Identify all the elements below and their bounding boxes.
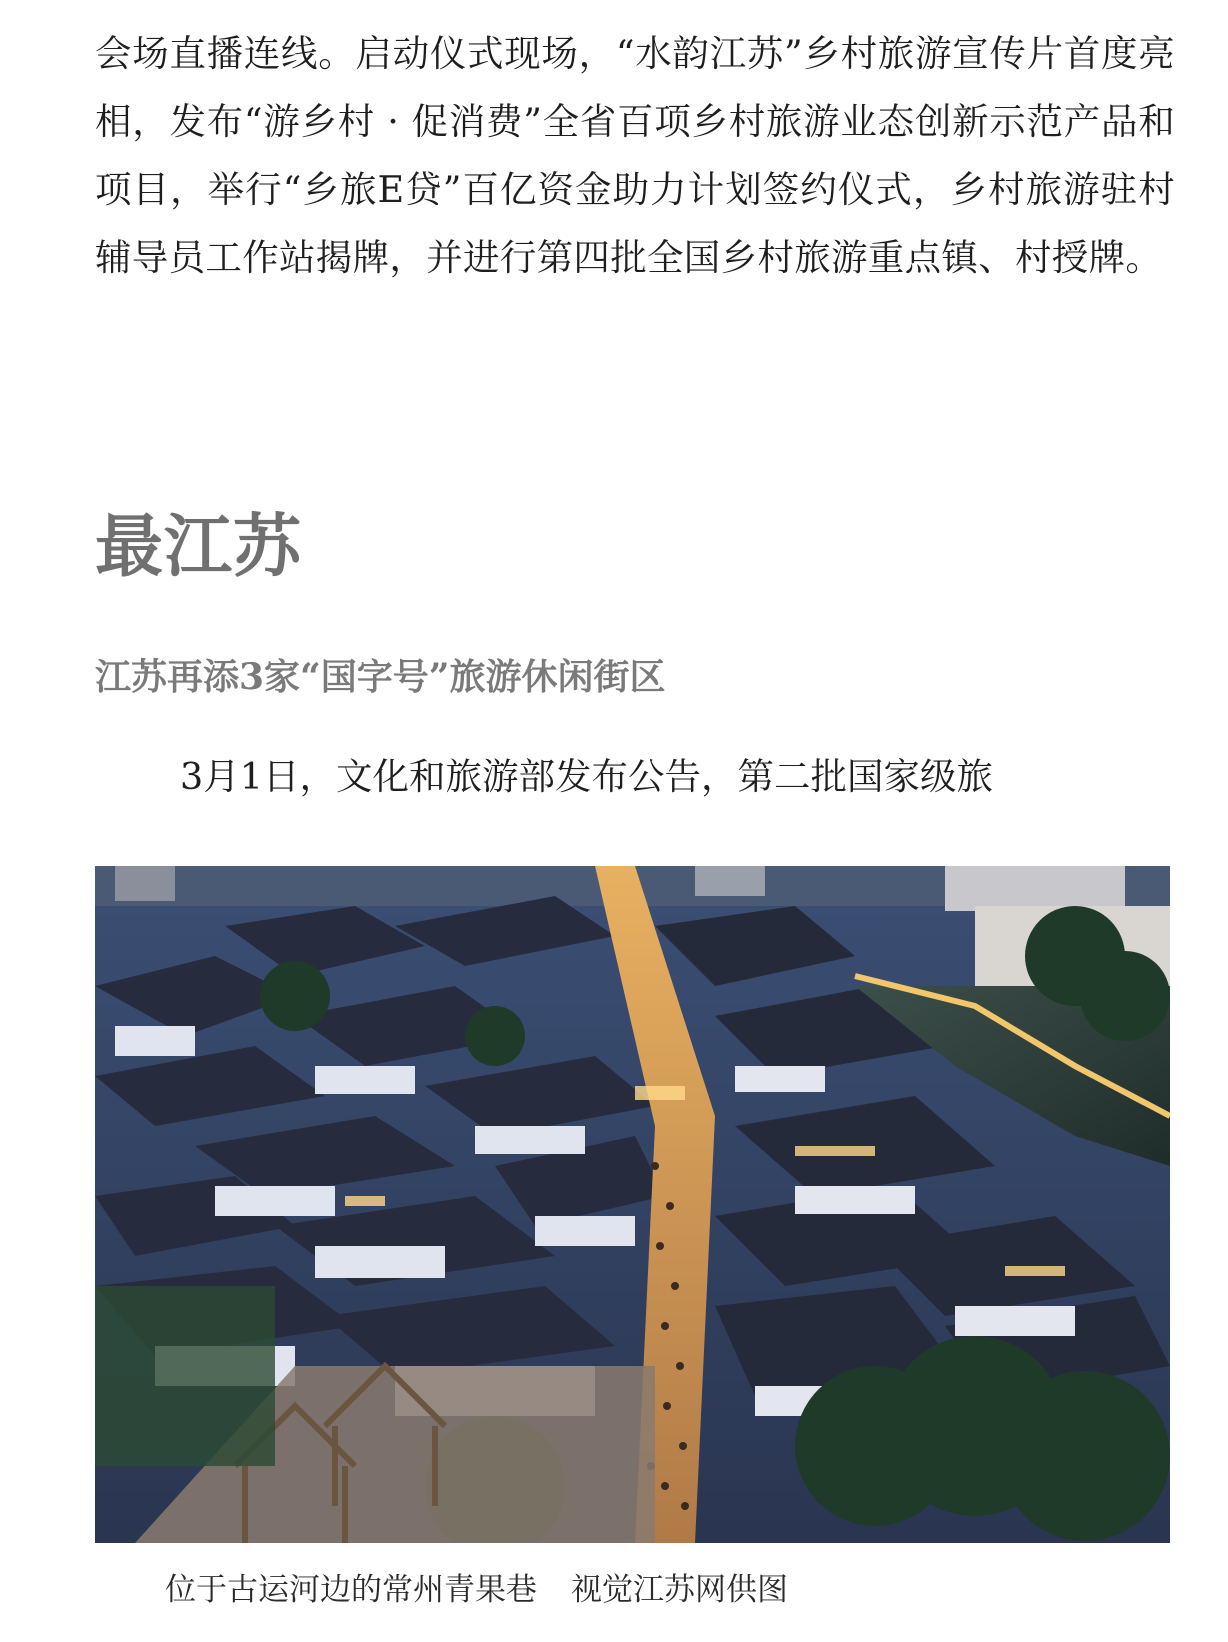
body-paragraph: 会场直播连线。启动仪式现场，“水韵江苏”乡村旅游宣传片首度亮相，发布“游乡村 · 促消费”全省百项乡村旅游业态创新示范产品和项目，举行“乡旅E贷”百亿资金助力计划签约仪式，乡村旅游驻村辅导员工作站揭牌，并进行第四批全国乡村旅游重点镇、村授牌。 [95,32,1175,279]
photo-credit: 视觉江苏网供图 [571,1572,788,1608]
article-subtitle: 江苏再添3家“国字号”旅游休闲街区 [95,656,666,698]
green-fence [95,1286,275,1466]
section-title: 最江苏 [95,508,303,587]
street-night-aerial-photo [95,866,1170,1543]
photo-caption [165,1570,788,1610]
caption-place: 位于古运河边的常州青果巷 [165,1572,537,1608]
lead-paragraph: 3月1日，文化和旅游部发布公告，第二批国家级旅 [180,755,993,798]
